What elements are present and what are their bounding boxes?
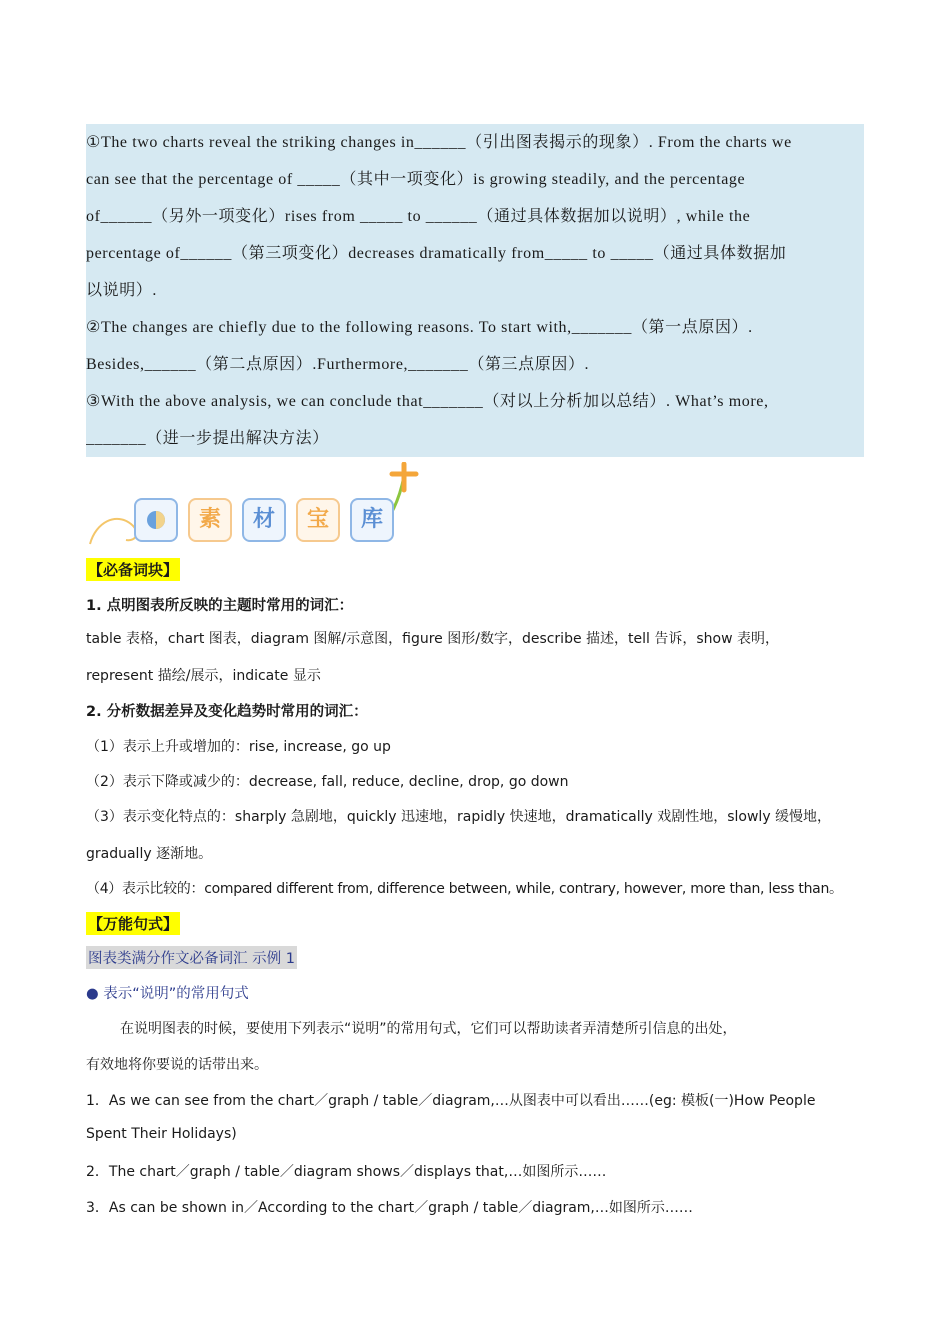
vocab-item-1-line-1: table 表格，chart 图表，diagram 图解/示意图，figure 图形/数字，describe 描述，tell 告诉，show 表明，	[86, 631, 779, 647]
template-box	[86, 124, 864, 457]
vocab-item-2-sub-3a: （3）表示变化特点的：sharply 急剧地，quickly 迅速地，rapidly 快速地，dramatically 戏剧性地，slowly 缓慢地，	[86, 809, 832, 825]
template-line-1: ①The two charts reveal the striking changes in______（引出图表揭示的现象）. From the charts we	[86, 134, 792, 151]
banner-tile-su: 素	[188, 498, 232, 542]
intro-line-1: 在说明图表的时候，要使用下列表示“说明”的常用句式，它们可以帮助读者弄清楚所引信息的出处，	[120, 1021, 737, 1037]
sentence-1a: 1．As we can see from the chart／graph / table／diagram,…从图表中可以看出……(eg: 模板(一)How People	[86, 1093, 816, 1109]
template-line-8: ③With the above analysis, we can conclude that_______（对以上分析加以总结）. What’s more,	[86, 393, 769, 410]
sentence-3: 3．As can be shown in／According to the chart／graph / table／diagram,…如图所示……	[86, 1200, 693, 1216]
sentence-1b: Spent Their Holidays)	[86, 1126, 237, 1142]
banner-tile-bao: 宝	[296, 498, 340, 542]
template-line-5: 以说明）.	[86, 282, 158, 299]
template-line-4: percentage of______（第三项变化）decreases dramatically from_____ to _____（通过具体数据加	[86, 245, 787, 262]
globe-icon	[134, 498, 178, 542]
vocab-item-1-line-2: represent 描绘/展示，indicate 显示	[86, 668, 321, 684]
template-line-9: _______（进一步提出解决方法）	[86, 430, 329, 447]
template-line-6: ②The changes are chiefly due to the following reasons. To start with,_______（第一点原因）.	[86, 319, 753, 336]
vocab-item-2-sub-4: （4）表示比较的：compared different from, difference between, while, contrary, however, more than, less than。	[86, 881, 843, 897]
vocab-item-2-sub-2: （2）表示下降或减少的：decrease, fall, reduce, decline, drop, go down	[86, 774, 569, 790]
vocab-item-2-sub-1: （1）表示上升或增加的：rise, increase, go up	[86, 739, 391, 755]
material-bank-banner	[86, 462, 426, 552]
template-line-2: can see that the percentage of _____（其中一项变化）is growing steadily, and the percentage	[86, 171, 746, 188]
section-heading-sentences: 【万能句式】	[86, 912, 876, 935]
sentence-2: 2．The chart／graph / table／diagram shows／displays that,…如图所示……	[86, 1164, 607, 1180]
vocab-item-1-title: 1. 点明图表所反映的主题时常用的词汇：	[86, 598, 354, 614]
template-line-7: Besides,______（第二点原因）.Furthermore,_______（第三点原因）.	[86, 356, 590, 373]
banner-tile-cai: 材	[242, 498, 286, 542]
example-title: 图表类满分作文必备词汇 示例 1	[86, 946, 876, 969]
intro-line-2: 有效地将你要说的话带出来。	[86, 1057, 268, 1073]
template-line-3: of______（另外一项变化）rises from _____ to ______（通过具体数据加以说明）, while the	[86, 208, 751, 225]
banner-tile-ku: 库	[350, 498, 394, 542]
vocab-item-2-sub-3b: gradually 逐渐地。	[86, 846, 213, 862]
section-heading-vocab: 【必备词块】	[86, 558, 876, 581]
vocab-item-2-title: 2. 分析数据差异及变化趋势时常用的词汇：	[86, 704, 368, 720]
bullet-heading: ● 表示“说明”的常用句式	[86, 986, 249, 1002]
